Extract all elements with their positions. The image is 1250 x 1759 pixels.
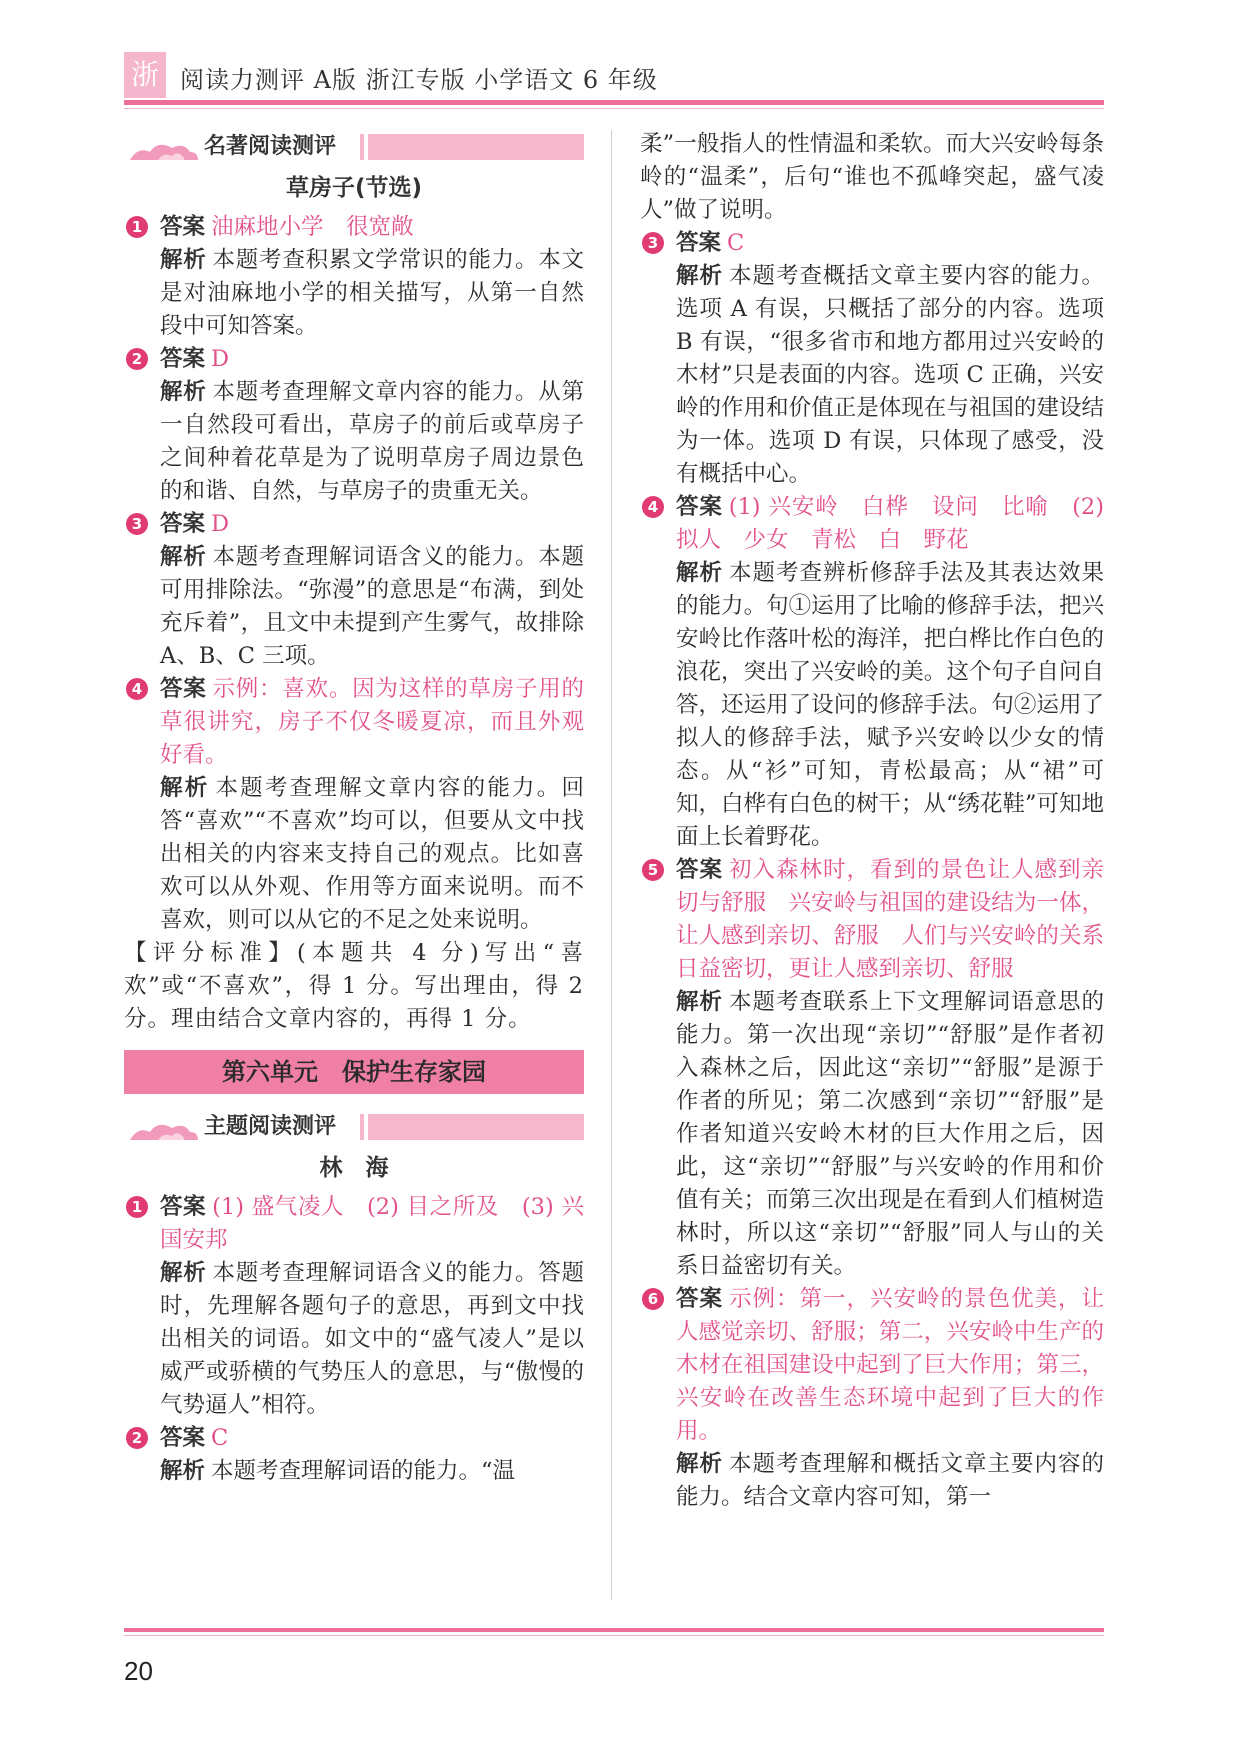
question-number: 5	[642, 859, 664, 881]
cloud-icon	[128, 140, 200, 162]
section-heading	[124, 1108, 584, 1146]
answer-text: 示例：喜欢。因为这样的草房子用的草很讲究，房子不仅冬暖夏凉，而且外观好看。	[160, 676, 584, 768]
question-number: 1	[126, 216, 148, 238]
scoring-criteria: 【评分标准】(本题共 4 分)写出“喜欢”或“不喜欢”，得 1 分。写出理由，得 2 分。理由结合文章内容的，再得 1 分。	[124, 940, 584, 1032]
question-item	[640, 854, 1104, 1283]
answer-line: 答案 (1) 盛气凌人 (2) 目之所及 (3) 兴国安邦	[160, 1194, 584, 1253]
explanation: 解析 本题考查理解文章内容的能力。从第一自然段可看出，草房子的前后或草房子之间种着花草是为了说明草房子周边景色的和谐、自然，与草房子的贵重无关。	[160, 379, 584, 504]
question-number: 2	[126, 348, 148, 370]
question-item	[124, 1422, 584, 1488]
passage-title: 草房子(节选)	[285, 175, 423, 201]
question-item	[640, 227, 1104, 491]
explanation: 解析 本题考查理解文章内容的能力。回答“喜欢”“不喜欢”均可以，但要从文中找出相关的内容来支持自己的观点。比如喜欢可以从外观、作用等方面来说明。而不喜欢，则可以从它的不足之处来说明。	[160, 775, 584, 933]
explanation: 解析 本题考查辨析修辞手法及其表达效果的能力。句①运用了比喻的修辞手法，把兴安岭比作落叶松的海洋，把白桦比作白色的浪花，突出了兴安岭的美。这个句子自问自答，还运用了设问的修辞手法。句②运用了拟人的修辞手法，赋予兴安岭以少女的情态。从“衫”可知，青松最高；从“裙”可知，白桦有白色的树干；从“绣花鞋”可知地面上长着野花。	[676, 560, 1105, 850]
explanation-text: 本题考查理解词语的能力。“温	[211, 1458, 516, 1484]
question-item	[124, 343, 584, 508]
header-rule	[124, 100, 1104, 105]
section-heading	[124, 128, 584, 166]
section-heading-text: 主题阅读测评	[204, 1114, 337, 1139]
answer-text: D	[211, 511, 230, 537]
answer-text: 油麻地小学 很宽敞	[211, 214, 414, 240]
heading-bar	[368, 134, 584, 160]
explanation-text: 本题考查概括文章主要内容的能力。选项 A 有误，只概括了部分的内容。选项 B 有误，“很多省市和地方都用过兴安岭的木材”只是表面的内容。选项 C 正确，兴安岭的作用和价值正是体现在与祖国的建设结为一体。选项 D 有误，只体现了感受，没有概括中心。	[676, 263, 1104, 487]
explanation: 解析 本题考查理解词语含义的能力。本题可用排除法。“弥漫”的意思是“布满，到处充斥着”，且文中未提到产生雾气，故排除 A、B、C 三项。	[160, 544, 584, 669]
explanation-text: 本题考查理解词语含义的能力。本题可用排除法。“弥漫”的意思是“布满，到处充斥着”，且文中未提到产生雾气，故排除 A、B、C 三项。	[160, 544, 584, 669]
question-item	[124, 211, 584, 343]
answer-line: 答案 C	[676, 230, 745, 256]
answer-line: 答案 (1) 兴安岭 白桦 设问 比喻 (2) 拟人 少女 青松 白 野花	[676, 494, 1104, 553]
section-heading-text: 名著阅读测评	[204, 134, 337, 159]
answer-text: D	[211, 346, 230, 372]
answer-line: 答案 示例：第一，兴安岭的景色优美，让人感觉亲切、舒服；第二，兴安岭中生产的木材在祖国建设中起到了巨大作用；第三，兴安岭在改善生态环境中起到了巨大的作用。	[676, 1286, 1104, 1444]
question-number: 4	[642, 496, 664, 518]
explanation-text: 本题考查理解词语含义的能力。答题时，先理解各题句子的意思，再到文中找出相关的词语。如文中的“盛气凌人”是以威严或骄横的气势压人的意思，与“傲慢的气势逼人”相符。	[160, 1260, 584, 1418]
explanation-text: 本题考查理解和概括文章主要内容的能力。结合文章内容可知，第一	[676, 1451, 1104, 1510]
question-number: 2	[126, 1427, 148, 1449]
explanation: 解析 本题考查积累文学常识的能力。本文是对油麻地小学的相关描写，从第一自然段中可知答案。	[160, 247, 584, 339]
explanation-text: 本题考查积累文学常识的能力。本文是对油麻地小学的相关描写，从第一自然段中可知答案。	[160, 247, 584, 339]
explanation: 解析 本题考查概括文章主要内容的能力。选项 A 有误，只概括了部分的内容。选项 B 有误，“很多省市和地方都用过兴安岭的木材”只是表面的内容。选项 C 正确，兴安岭的作用和价值正是体现在与祖国的建设结为一体。选项 D 有误，只体现了感受，没有概括中心。	[676, 263, 1104, 487]
explanation-text: 本题考查联系上下文理解词语意思的能力。第一次出现“亲切”“舒服”是作者初入森林之后，因此这“亲切”“舒服”是源于作者的所见；第二次感到“亲切”“舒服”是作者知道兴安岭木材的巨大作用之后，因此，这“亲切”“舒服”与兴安岭的作用和价值有关；而第三次出现是在看到人们植树造林时，所以这“亲切”“舒服”同人与山的关系日益密切有关。	[676, 989, 1104, 1279]
explanation: 解析 本题考查理解和概括文章主要内容的能力。结合文章内容可知，第一	[676, 1451, 1104, 1510]
explanation: 解析 本题考查理解词语的能力。“温	[160, 1458, 516, 1484]
heading-bar	[368, 1114, 584, 1140]
answer-text: C	[727, 230, 745, 256]
question-number: 6	[642, 1288, 664, 1310]
header-rule-thin	[124, 108, 1104, 109]
question-number: 3	[126, 513, 148, 535]
answer-line: 答案 油麻地小学 很宽敞	[160, 214, 414, 240]
answer-text: (1) 兴安岭 白桦 设问 比喻 (2) 拟人 少女 青松 白 野花	[676, 494, 1104, 553]
footer-rule-thin	[124, 1635, 1104, 1636]
page-header	[124, 52, 1104, 104]
passage-title: 林 海	[319, 1155, 389, 1181]
cloud-icon	[128, 1120, 200, 1142]
question-number: 4	[126, 678, 148, 700]
column-divider	[611, 130, 612, 1600]
question-item	[124, 1191, 584, 1422]
province-badge: 浙	[124, 52, 166, 98]
answer-text: C	[211, 1425, 229, 1451]
question-number: 3	[642, 232, 664, 254]
answer-text: 示例：第一，兴安岭的景色优美，让人感觉亲切、舒服；第二，兴安岭中生产的木材在祖国建设中起到了巨大作用；第三，兴安岭在改善生态环境中起到了巨大的作用。	[676, 1286, 1104, 1444]
answer-text: (1) 盛气凌人 (2) 目之所及 (3) 兴国安邦	[160, 1194, 584, 1253]
explanation-text: 本题考查理解文章内容的能力。回答“喜欢”“不喜欢”均可以，但要从文中找出相关的内容来支持自己的观点。比如喜欢可以从外观、作用等方面来说明。而不喜欢，则可以从它的不足之处来说明。	[160, 775, 584, 933]
explanation: 解析 本题考查理解词语含义的能力。答题时，先理解各题句子的意思，再到文中找出相关的词语。如文中的“盛气凌人”是以威严或骄横的气势压人的意思，与“傲慢的气势逼人”相符。	[160, 1260, 584, 1418]
question-item	[124, 673, 584, 937]
answer-text: 初入森林时，看到的景色让人感到亲切与舒服 兴安岭与祖国的建设结为一体，让人感到亲切、舒服 人们与兴安岭的关系日益密切，更让人感到亲切、舒服	[676, 857, 1104, 982]
question-item	[640, 491, 1104, 854]
question-item	[124, 508, 584, 673]
left-column	[124, 128, 584, 1488]
explanation-text: 本题考查理解文章内容的能力。从第一自然段可看出，草房子的前后或草房子之间种着花草是为了说明草房子周边景色的和谐、自然，与草房子的贵重无关。	[160, 379, 584, 504]
answer-line: 答案 D	[160, 346, 230, 372]
question-number: 1	[126, 1196, 148, 1218]
continued-explanation: 柔”一般指人的性情温和柔软。而大兴安岭每条岭的“温柔”，后句“谁也不孤峰突起，盛气凌人”做了说明。	[640, 131, 1104, 223]
book-title: 阅读力测评 A版 浙江专版 小学语文 6 年级	[180, 66, 658, 94]
answer-line: 答案 D	[160, 511, 230, 537]
right-column	[640, 128, 1104, 1514]
footer-rule	[124, 1628, 1104, 1632]
explanation-text: 本题考查辨析修辞手法及其表达效果的能力。句①运用了比喻的修辞手法，把兴安岭比作落叶松的海洋，把白桦比作白色的浪花，突出了兴安岭的美。这个句子自问自答，还运用了设问的修辞手法。句②运用了拟人的修辞手法，赋予兴安岭以少女的情态。从“衫”可知，青松最高；从“裙”可知，白桦有白色的树干；从“绣花鞋”可知地面上长着野花。	[676, 560, 1105, 850]
answer-line: 答案 C	[160, 1425, 229, 1451]
question-item	[640, 1283, 1104, 1514]
explanation: 解析 本题考查联系上下文理解词语意思的能力。第一次出现“亲切”“舒服”是作者初入森林之后，因此这“亲切”“舒服”是源于作者的所见；第二次感到“亲切”“舒服”是作者知道兴安岭木材的巨大作用之后，因此，这“亲切”“舒服”与兴安岭的作用和价值有关；而第三次出现是在看到人们植树造林时，所以这“亲切”“舒服”同人与山的关系日益密切有关。	[676, 989, 1104, 1279]
unit-title-bar: 第六单元 保护生存家园	[124, 1050, 584, 1094]
page-number: 20	[124, 1656, 153, 1686]
answer-line: 答案 示例：喜欢。因为这样的草房子用的草很讲究，房子不仅冬暖夏凉，而且外观好看。	[160, 676, 584, 768]
answer-line: 答案 初入森林时，看到的景色让人感到亲切与舒服 兴安岭与祖国的建设结为一体，让人感到亲切、舒服 人们与兴安岭的关系日益密切，更让人感到亲切、舒服	[676, 857, 1104, 982]
